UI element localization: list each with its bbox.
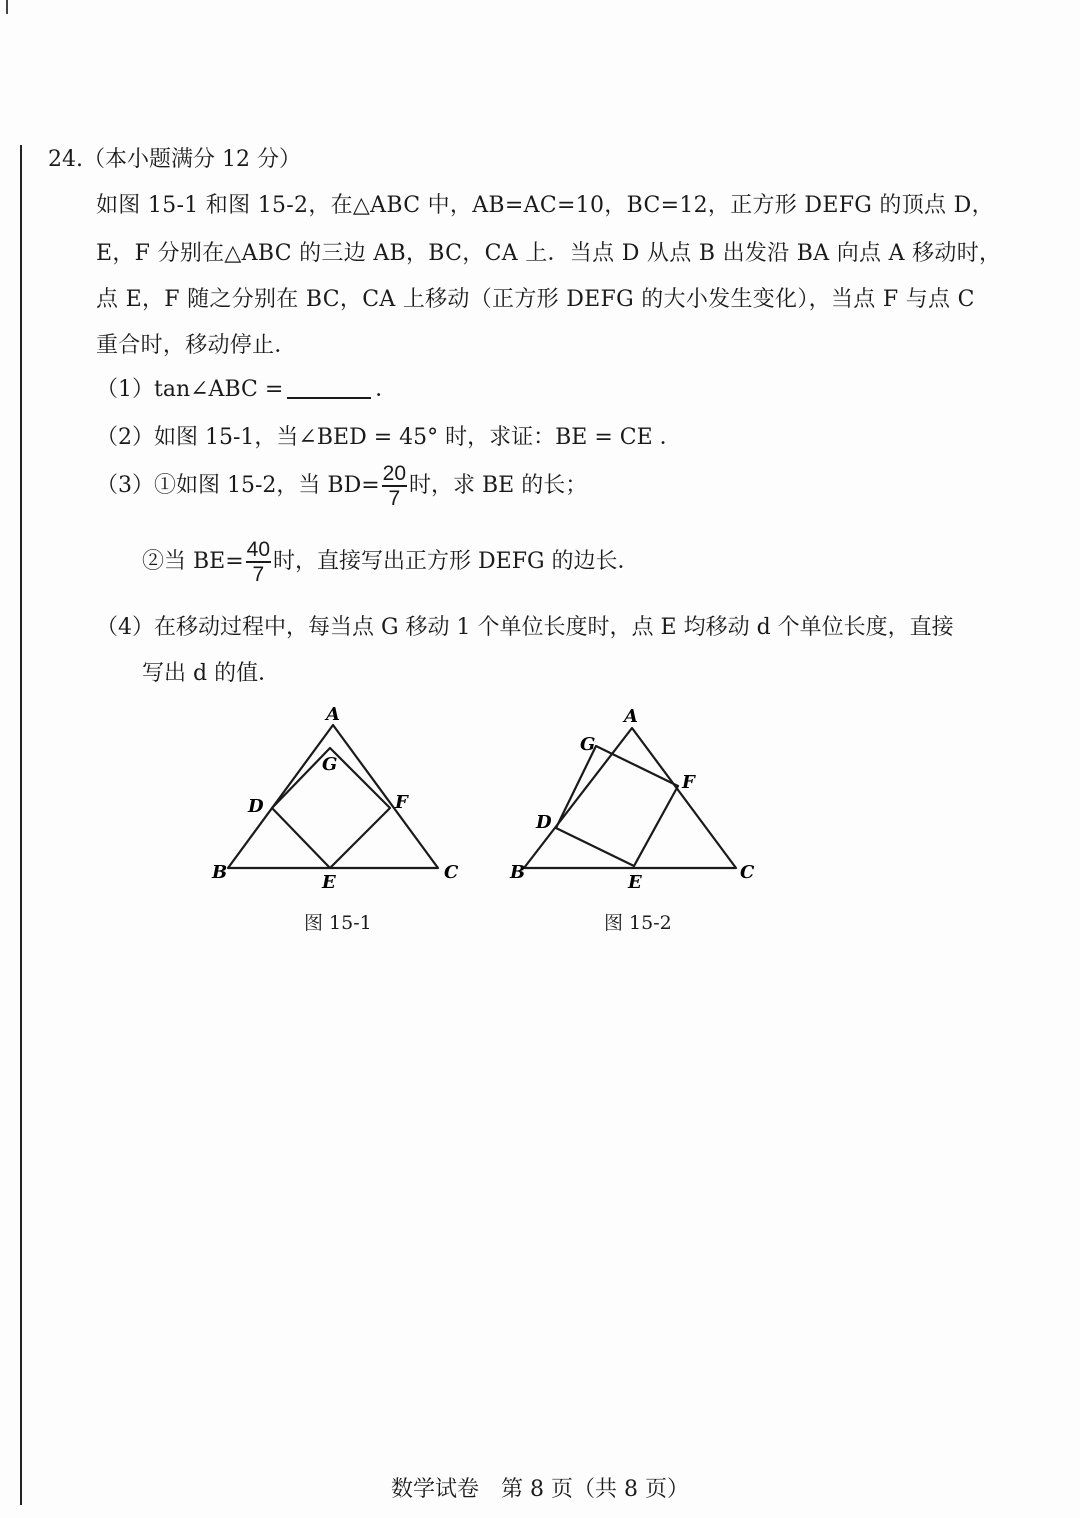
label-b: B [510,862,526,883]
label-b: B [212,862,228,883]
binding-margin-line [20,145,22,1505]
stem-line-1: 如图 15-1 和图 15-2，在△ABC 中，AB=AC=10，BC=12，正方形 DEFG 的顶点 D， [96,193,994,218]
label-f: F [682,772,695,793]
figure-15-1 [200,700,470,900]
answer-blank [287,397,371,399]
fraction-40-7: $\frac{40}{7}$ [246,538,271,587]
scan-corner-mark [6,0,8,14]
figure-15-2 [500,700,770,900]
part-3a: （3）①如图 15-2，当 BD= $\frac{20}{7}$ 时，求 BE 的长； [96,462,588,511]
label-c: C [444,862,459,883]
page-footer: 数学试卷 第 8 页（共 8 页） [391,1477,689,1502]
label-a: A [326,704,340,725]
part-2: （2）如图 15-1，当∠BED = 45° 时，求证：BE = CE ． [96,425,682,450]
part-3b: ②当 BE= $\frac{40}{7}$ 时，直接写出正方形 DEFG 的边长． [142,538,640,587]
label-g: G [322,754,338,775]
label-e: E [322,872,336,893]
part-4-line-1: （4）在移动过程中，每当点 G 移动 1 个单位长度时，点 E 均移动 d 个单位长度，直接 [96,615,954,640]
stem-line-2: E，F 分别在△ABC 的三边 AB，BC，CA 上．当点 D 从点 B 出发沿 BA 向点 A 移动时， [96,241,1002,266]
caption-15-2: 图 15-2 [604,912,672,934]
part-1: （1）tan∠ABC = ． [96,377,398,402]
label-c: C [740,862,755,883]
label-e: E [628,872,642,893]
label-g: G [580,734,596,755]
label-a: A [624,706,638,727]
fraction-20-7: $\frac{20}{7}$ [382,462,407,511]
part-4-line-2: 写出 d 的值． [142,661,281,686]
caption-15-1: 图 15-1 [304,912,372,934]
label-d: D [248,796,264,817]
stem-line-4: 重合时，移动停止． [96,333,297,358]
stem-line-3: 点 E，F 随之分别在 BC，CA 上移动（正方形 DEFG 的大小发生变化），当点 F 与点 C [96,287,975,312]
triangle-abc [524,728,736,868]
question-number: 24.（本小题满分 12 分） [48,147,301,172]
label-d: D [536,812,552,833]
label-f: F [395,792,408,813]
